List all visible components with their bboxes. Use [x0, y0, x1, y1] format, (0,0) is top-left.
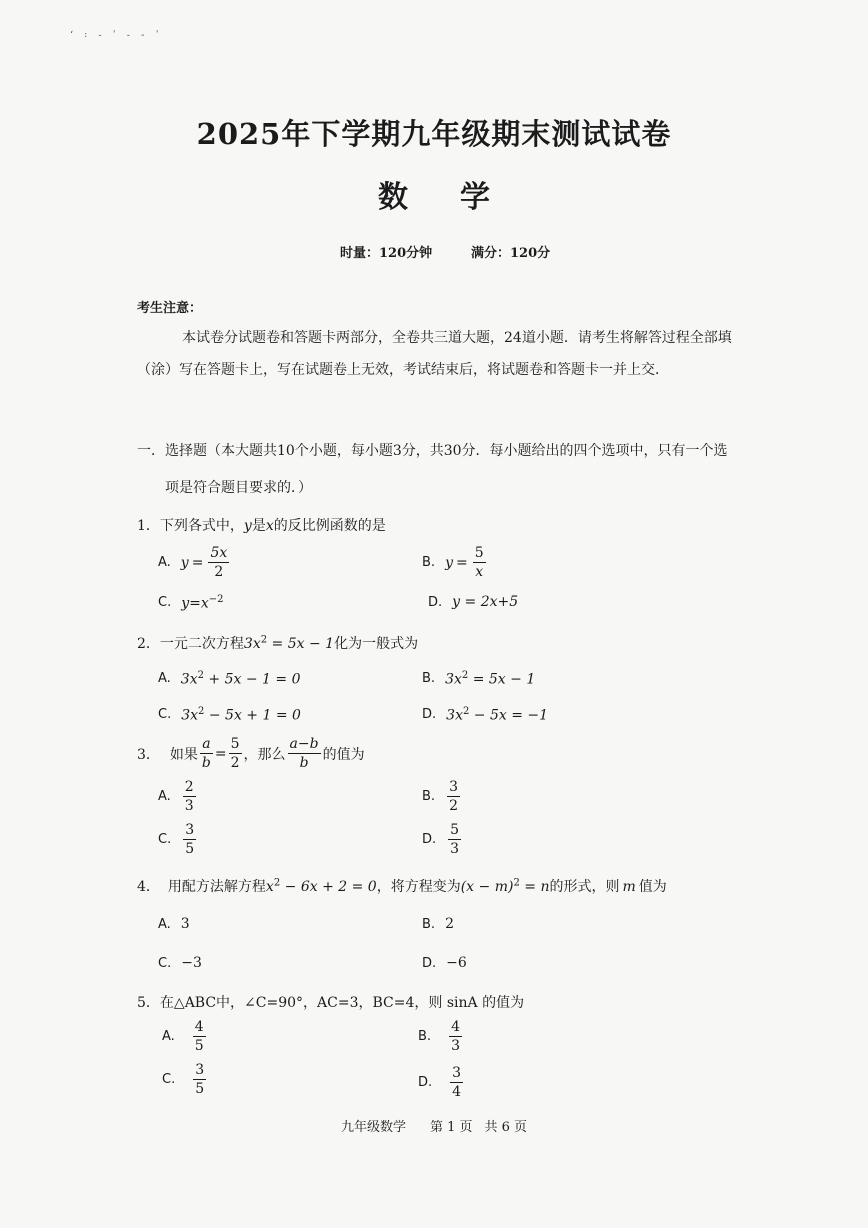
q3-a-fraction [183, 780, 196, 813]
q5-a-fraction [193, 1020, 206, 1053]
q2-text-a: 一元二次方程 [159, 636, 244, 652]
footer-page: 第 1 页 [429, 1120, 473, 1135]
q3-frac-52 [229, 737, 242, 770]
q5-number: 5． [137, 995, 160, 1011]
q1-b-fraction [473, 546, 486, 579]
section-1-heading: 一．选择题（本大题共10个小题，每小题3分，共30分．每小题给出的四个选项中，只有一个选 [137, 443, 728, 459]
q4-number: 4． [137, 879, 160, 895]
q3-f2-den: 2 [230, 755, 240, 771]
q3-option-c [158, 823, 198, 856]
q2-a-label: A. [158, 671, 171, 687]
notice-line-2: （涂）写在答题卡上，写在试题卷上无效，考试结束后，将试题卷和答题卡一并上交． [137, 362, 669, 378]
q2-d-sup: 2 [462, 706, 470, 717]
q3-text-c: 的值为 [322, 746, 365, 763]
q1-option-b [422, 546, 488, 579]
q2-b-expr [445, 670, 535, 688]
q5-a-label: A. [162, 1029, 175, 1044]
q3-text-a: 如果 [169, 746, 198, 763]
q2-c-label: C. [158, 707, 172, 723]
q1-b-label: B. [422, 555, 436, 570]
q2-a-a: 3x [180, 671, 198, 688]
q4-equation-1 [266, 879, 377, 895]
q1-b-den: x [475, 564, 484, 580]
q3-f3-num: a−b [289, 736, 319, 752]
question-5 [137, 992, 524, 1012]
q2-b-a: 3x [445, 671, 462, 688]
q1-c-exp: −2 [208, 594, 224, 605]
q1-var-y: y [243, 518, 252, 534]
q3-c-label: C. [158, 832, 172, 847]
q5-option-c [162, 1063, 208, 1096]
q1-a-label: A. [158, 555, 171, 570]
q2-a-sup: 2 [197, 670, 204, 681]
exam-time: 时量：120分钟 [340, 246, 433, 261]
notice-heading: 考生注意： [137, 301, 203, 316]
q5-a-num: 4 [194, 1019, 204, 1035]
q1-option-a [158, 546, 231, 579]
q4-c-label: C. [158, 955, 172, 971]
q1-option-d [428, 594, 518, 610]
exam-title: 2025年下学期九年级期末测试试卷 [196, 117, 672, 151]
q1-a-eq: = [191, 554, 204, 571]
q4-e1-a: x [265, 879, 274, 895]
q4-e1-sup: 2 [273, 877, 281, 889]
notice-line-1: 本试卷分试题卷和答题卡两部分，全卷共三道大题，24道小题．请考生将解答过程全部填 [182, 330, 732, 346]
q3-f3-den: b [299, 755, 309, 771]
q4-e2-a: (x − m) [460, 879, 514, 895]
question-2 [137, 633, 418, 653]
q3-d-den: 3 [450, 841, 460, 857]
q4-option-d [422, 955, 467, 971]
q4-var-m: m [622, 879, 636, 895]
q5-option-d [418, 1066, 465, 1099]
q1-var-x: x [265, 518, 274, 534]
q3-b-label: B. [422, 789, 436, 804]
q4-d-label: D. [422, 955, 437, 971]
q5-text: 在△ABC中，∠C=90°，AC=3，BC=4，则 sinA 的值为 [159, 995, 525, 1011]
q1-a-num: 5x [210, 545, 228, 561]
q1-b-num: 5 [474, 545, 484, 561]
exam-full-score: 满分：120分 [471, 246, 551, 261]
q2-eq-sup: 2 [260, 634, 268, 646]
q2-c-sup: 2 [198, 706, 205, 717]
q2-number: 2． [137, 636, 160, 652]
q3-option-b [422, 780, 462, 813]
q2-eq-b: = 5x − 1 [267, 636, 335, 652]
question-4 [137, 876, 667, 896]
q5-b-fraction [449, 1020, 462, 1053]
q4-e2-sup: 2 [513, 877, 520, 889]
q2-b-b: = 5x − 1 [468, 671, 536, 688]
q3-a-label: A. [158, 789, 171, 804]
q1-c-expr [181, 594, 223, 612]
q1-c-label: C. [158, 595, 172, 611]
q3-option-a [158, 780, 198, 813]
q5-b-label: B. [418, 1029, 432, 1044]
q2-b-sup: 2 [461, 670, 469, 681]
q2-a-b: + 5x − 1 = 0 [203, 671, 301, 688]
q2-c-a: 3x [181, 707, 199, 724]
subject-title [0, 172, 868, 216]
q5-c-num: 3 [195, 1062, 205, 1078]
q1-text-b: 是 [251, 518, 266, 534]
q3-text-b: ，那么 [243, 746, 286, 763]
subject-char-1: 数 [378, 180, 408, 215]
q4-a-label: A. [158, 916, 171, 932]
q1-c-base: y=x [181, 595, 209, 612]
q2-d-expr [446, 706, 548, 724]
q2-d-a: 3x [446, 707, 463, 724]
q5-c-den: 5 [195, 1081, 205, 1097]
q1-a-fraction [208, 546, 229, 579]
q4-d-value: −6 [446, 955, 467, 971]
q4-text-c: 的形式，则 [549, 879, 620, 895]
q5-c-fraction [193, 1063, 206, 1096]
page-footer [0, 1116, 868, 1135]
q4-b-label: B. [422, 916, 436, 932]
q4-e2-b: = n [519, 879, 550, 895]
q1-d-label: D. [428, 594, 443, 610]
question-1 [137, 515, 386, 535]
q3-a-num: 2 [184, 779, 194, 795]
q3-d-num: 5 [450, 822, 460, 838]
q4-option-c [158, 955, 202, 971]
q2-c-expr [181, 706, 301, 724]
q3-frac-ab [200, 737, 213, 770]
q3-d-label: D. [422, 832, 437, 847]
q5-a-den: 5 [194, 1038, 204, 1054]
q5-d-num: 3 [452, 1065, 462, 1081]
q2-equation [244, 636, 334, 652]
q3-frac-amb [288, 737, 321, 770]
q2-a-expr [181, 670, 301, 688]
q3-option-d [422, 823, 463, 856]
q3-eq: = [214, 745, 227, 762]
q3-b-fraction [447, 780, 460, 813]
q4-a-value: 3 [180, 916, 190, 932]
subject-char-2: 学 [460, 180, 490, 215]
q3-d-fraction [448, 823, 461, 856]
section-1-heading-cont: 项是符合题目要求的．） [165, 480, 312, 496]
q3-b-num: 3 [449, 779, 458, 795]
q5-b-den: 3 [451, 1038, 460, 1054]
q1-a-den: 2 [214, 564, 224, 580]
q5-d-fraction [450, 1066, 463, 1099]
q2-b-label: B. [422, 671, 436, 687]
q2-eq-a: 3x [243, 636, 261, 652]
q1-text-a: 下列各式中， [159, 518, 244, 534]
q2-option-a [158, 670, 301, 688]
scan-specks: ‘ ꞉ ˗ ˈ ˗ ‐ ˈ [70, 30, 163, 41]
q4-b-value: 2 [445, 916, 454, 932]
footer-label: 九年级数学 [340, 1120, 406, 1135]
q4-option-a [158, 916, 190, 932]
q4-equation-2 [461, 879, 550, 895]
q2-option-d [422, 706, 548, 724]
q3-b-den: 2 [449, 798, 458, 814]
q1-option-c [158, 594, 224, 612]
q2-option-b [422, 670, 535, 688]
q4-text-b: ，将方程变为 [376, 879, 461, 895]
q3-c-num: 3 [185, 822, 195, 838]
q4-option-b [422, 916, 454, 932]
q3-f1-num: a [202, 736, 211, 752]
q1-number: 1． [137, 518, 160, 534]
footer-total: 共 6 页 [484, 1120, 528, 1135]
q5-d-label: D. [418, 1075, 433, 1090]
q2-d-label: D. [422, 707, 437, 723]
q1-text-c: 的反比例函数的是 [273, 518, 386, 534]
q3-a-den: 3 [184, 798, 194, 814]
q2-text-b: 化为一般式为 [334, 636, 419, 652]
q5-d-den: 4 [452, 1084, 462, 1100]
q2-option-c [158, 706, 301, 724]
q3-f1-den: b [201, 755, 211, 771]
q4-e1-b: − 6x + 2 = 0 [280, 879, 377, 895]
q2-d-b: − 5x = −1 [469, 707, 549, 724]
q5-c-label: C. [162, 1072, 176, 1087]
q3-f2-num: 5 [230, 736, 240, 752]
q4-text-a: 用配方法解方程 [167, 879, 266, 895]
q1-b-lhs: y [445, 554, 453, 571]
q1-b-eq: = [455, 554, 468, 571]
q4-c-value: −3 [181, 955, 202, 971]
q3-c-fraction [183, 823, 196, 856]
q3-c-den: 5 [185, 841, 195, 857]
q1-d-expr: y = 2x+5 [452, 594, 519, 610]
q1-a-lhs: y [180, 554, 189, 571]
q3-number: 3． [137, 746, 160, 763]
q5-option-b [418, 1020, 464, 1053]
q4-text-d: 值为 [638, 879, 667, 895]
q5-option-a [162, 1020, 208, 1053]
q5-b-num: 4 [451, 1019, 460, 1035]
q2-c-b: − 5x + 1 = 0 [204, 707, 301, 724]
question-3 [137, 737, 365, 770]
